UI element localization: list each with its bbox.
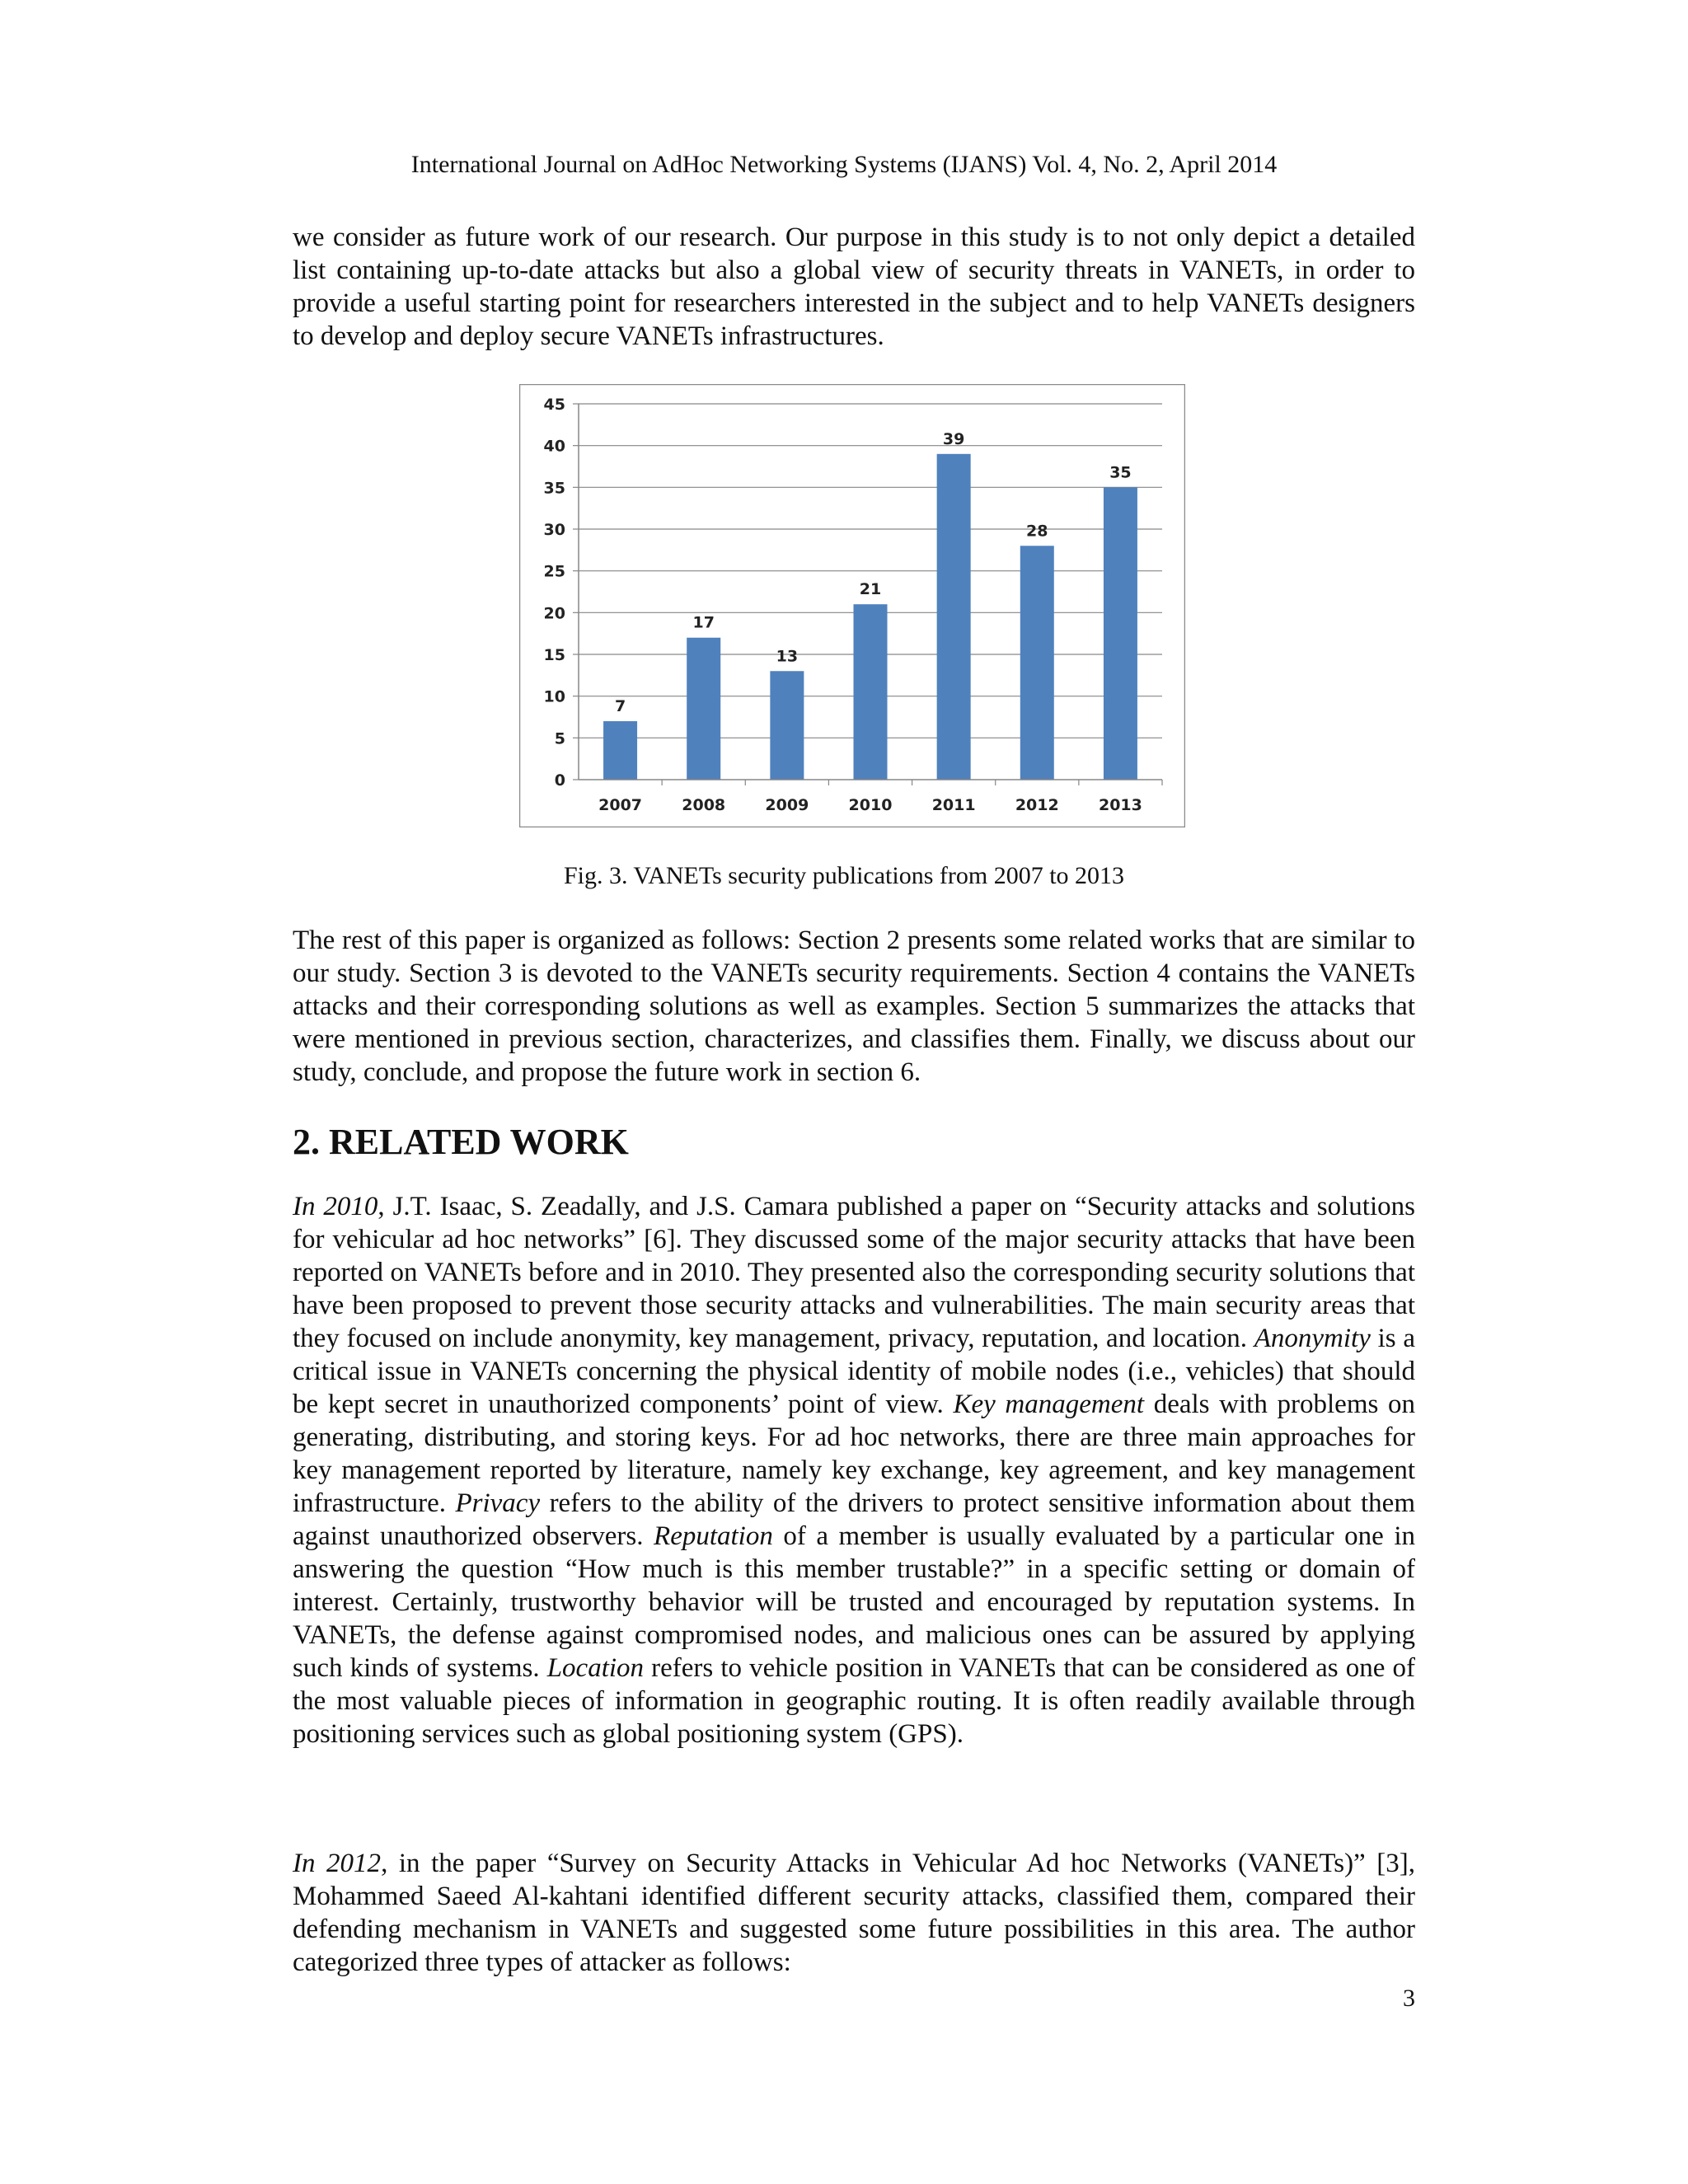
bar-data-label: 21 [859, 580, 882, 599]
bar-data-label: 28 [1026, 522, 1048, 541]
bar [1104, 487, 1137, 780]
paragraph-text: , J.T. Isaac, S. Zeadally, and J.S. Camara published a paper on “Security attacks and solutions for vehicular ad hoc networks” [6]. They discussed some of the major security attacks that have been reported on VANETs before and in 2010. They presented also the corresponding security solutions that have been proposed to prevent those security attacks and vulnerabilities. The main security areas that they focused on include anonymity, key management, privacy, reputation, and location. [293, 1192, 1415, 1353]
year-2010-phrase: In 2010 [293, 1192, 378, 1221]
paragraph-text: refers to the ability of the drivers to protect sensitive information about them against unauthorized observers. [293, 1488, 1415, 1551]
page-number: 3 [1403, 1985, 1415, 2012]
term-location: Location [546, 1653, 645, 1683]
x-tick-label: 2013 [1098, 796, 1142, 814]
y-tick-label: 30 [543, 521, 565, 539]
paragraph-text: refers to vehicle position in VANETs that can be considered as one of the most valuable pieces of information in geographic routing. It is often readily available through positioning services such as global positioning system (GPS). [293, 1653, 1415, 1749]
related-work-paragraph-1 [293, 1190, 1415, 1750]
term-reputation: Reputation [654, 1521, 773, 1551]
bar [1020, 546, 1054, 780]
x-tick-label: 2012 [1015, 796, 1059, 814]
bar-data-label: 35 [1109, 463, 1132, 482]
x-tick-label: 2007 [598, 796, 643, 814]
year-2012-phrase: In 2012 [293, 1849, 382, 1878]
y-tick-label: 5 [554, 729, 565, 748]
bar [937, 454, 971, 780]
figure-caption: Fig. 3. VANETs security publications from 2007 to 2013 [563, 862, 1125, 889]
term-key-management: Key management [953, 1390, 1145, 1419]
bar [770, 671, 804, 780]
y-tick-label: 40 [543, 437, 565, 456]
x-tick-label: 2010 [848, 796, 893, 814]
x-tick-label: 2009 [765, 796, 809, 814]
bar [854, 604, 888, 780]
bar-data-label: 7 [614, 697, 626, 716]
running-header: International Journal on AdHoc Networking Systems (IJANS) Vol. 4, No. 2, April 2014 [410, 151, 1278, 178]
bar-chart [519, 384, 1185, 827]
paragraph-text: of a member is usually evaluated by a particular one in answering the question “How much is this member trustable?” in a specific setting or domain of interest. Certainly, trustworthy behavior will be trusted and encouraged by reputation systems. In VANETs, the defense against compromised nodes, and malicious ones can be assured by applying such kinds of systems. [293, 1521, 1416, 1683]
bar [603, 721, 637, 780]
organization-paragraph: The rest of this paper is organized as follows: Section 2 presents some related works that are similar to our study. Section 3 is devoted to the VANETs security requirements. Section 4 contains the VANETs attacks and their corresponding solutions as well as examples. Section 5 summarizes the attacks that were mentioned in previous section, characterizes, and classifies them. Finally, we discuss about our study, conclude, and propose the future work in section 6. [293, 926, 1415, 1087]
y-tick-label: 25 [543, 562, 565, 581]
related-work-paragraph-2 [293, 1847, 1415, 1979]
y-tick-label: 35 [543, 479, 565, 498]
intro-paragraph: we consider as future work of our research. Our purpose in this study is to not only depict a detailed list containing up-to-date attacks but also a global view of security threats in VANETs, in order to provide a useful starting point for researchers interested in the subject and to help VANETs designers to develop and deploy secure VANETs infrastructures. [293, 223, 1415, 351]
y-tick-label: 10 [543, 687, 565, 706]
paragraph-text: , in the paper “Survey on Security Attacks in Vehicular Ad hoc Networks (VANETs)” [3], Mohammed Saeed Al-kahtani identified different security attacks, classified them, compared their defending mechanism in VANETs and suggested some future possibilities in this area. The author categorized three types of attacker as follows: [293, 1849, 1415, 1977]
bar-data-label: 17 [692, 613, 715, 632]
x-tick-label: 2011 [931, 796, 976, 814]
section-heading: 2. RELATED WORK [293, 1122, 629, 1162]
x-tick-label: 2008 [682, 796, 726, 814]
y-tick-label: 0 [554, 771, 565, 790]
paragraph-text: is a critical issue in VANETs concerning the physical identity of mobile nodes (i.e., vehicles) that should be kept secret in unauthorized components’ point of view. [293, 1324, 1415, 1419]
bar [687, 638, 720, 780]
term-privacy: Privacy [455, 1488, 541, 1518]
y-tick-label: 45 [543, 396, 565, 414]
y-tick-label: 20 [543, 604, 565, 623]
paragraph-text: deals with problems on generating, distributing, and storing keys. For ad hoc networks, there are three main approaches for key management reported by literature, namely key exchange, key agreement, and key management infrastructure. [293, 1390, 1416, 1518]
y-tick-label: 15 [543, 646, 565, 664]
bar-data-label: 13 [776, 647, 799, 666]
term-anonymity: Anonymity [1254, 1324, 1371, 1353]
bar-data-label: 39 [942, 429, 965, 448]
